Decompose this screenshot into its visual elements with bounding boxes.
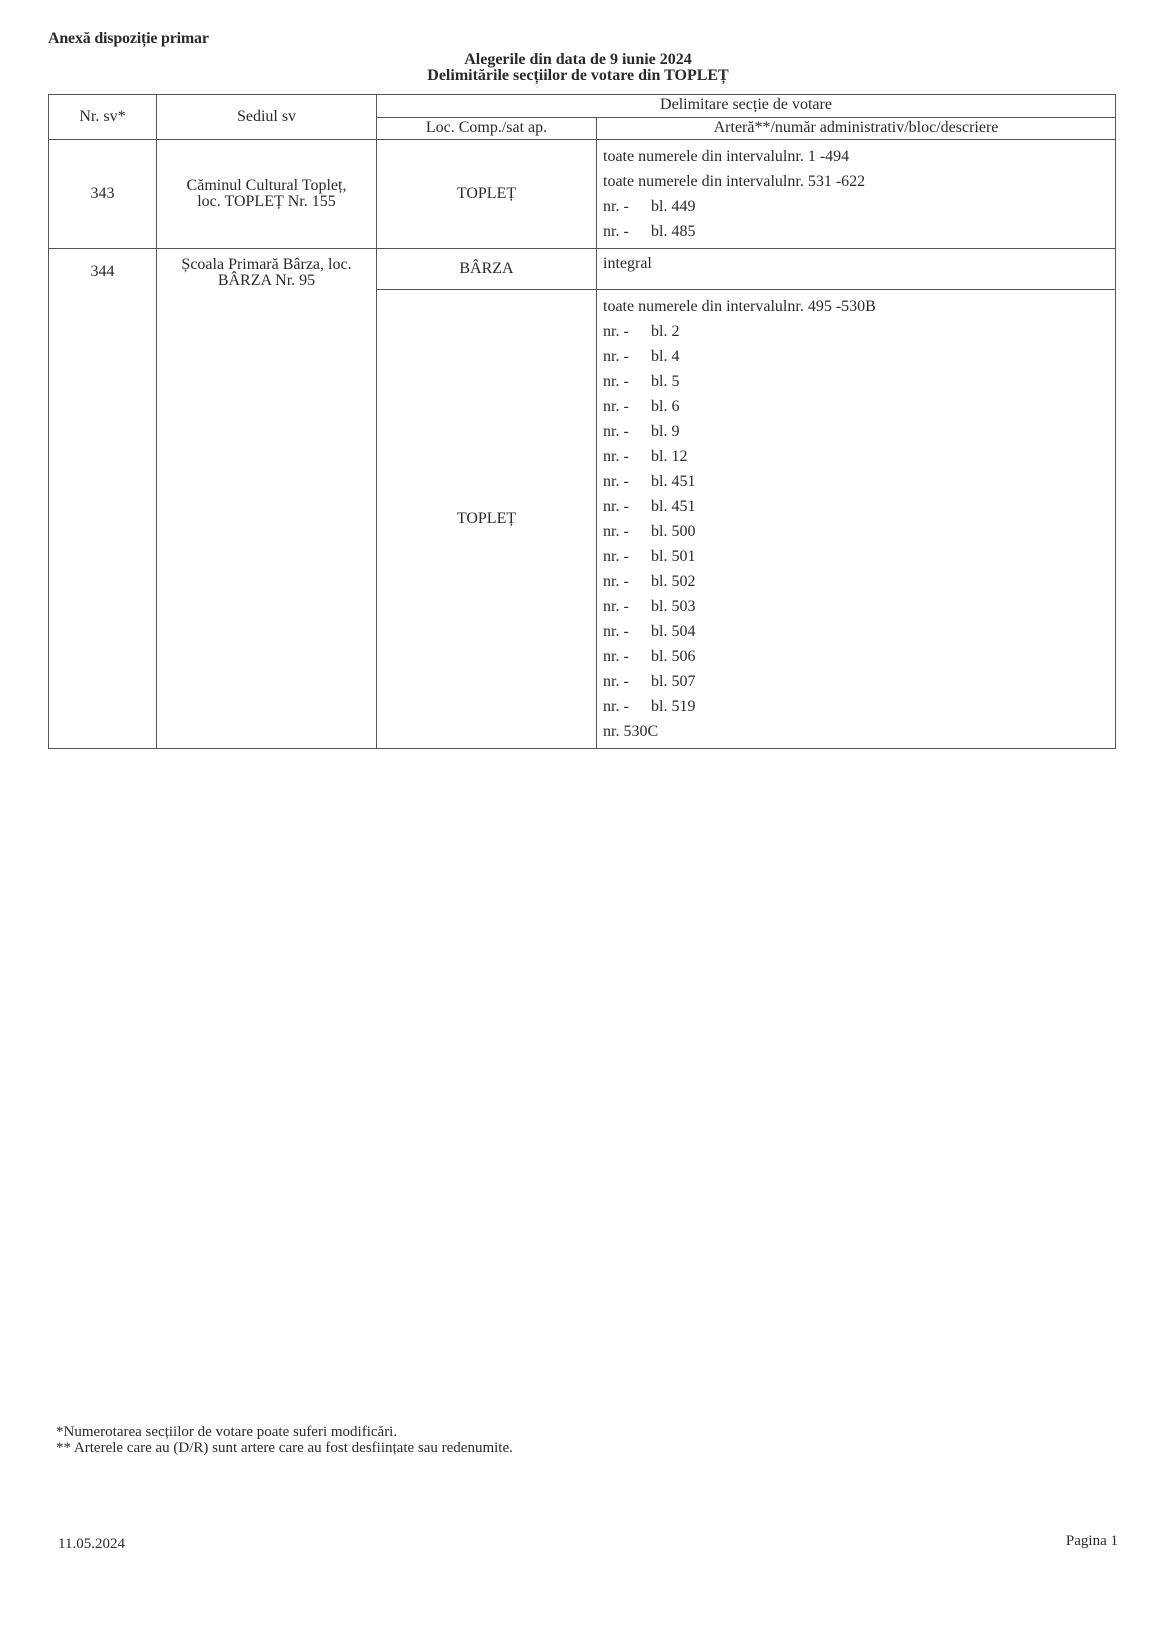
table-row — [49, 140, 1116, 249]
footnotes — [56, 1424, 513, 1456]
list-item — [603, 196, 1109, 221]
nr-label: nr. - — [603, 373, 629, 390]
list-item — [603, 571, 1109, 596]
list-item — [603, 371, 1109, 396]
artery-list — [597, 140, 1116, 249]
list-item — [603, 696, 1109, 721]
header-artera: Arteră**/număr administrativ/bloc/descriere — [597, 117, 1116, 140]
header-delimitare: Delimitare secție de votare — [377, 95, 1116, 118]
list-item — [603, 521, 1109, 546]
nr-label: nr. - — [603, 323, 629, 340]
nr-label: nr. - — [603, 398, 629, 415]
section-seat — [157, 249, 377, 749]
header-row-1 — [49, 95, 1116, 118]
header-sediul: Sediul sv — [157, 95, 377, 140]
footnote-numbering: *Numerotarea secțiilor de votare poate suferi modificări. — [56, 1424, 398, 1440]
list-item — [603, 671, 1109, 696]
bloc-label: bl. 449 — [651, 198, 696, 215]
list-item — [603, 321, 1109, 346]
bloc-label: bl. 503 — [651, 598, 696, 615]
header-loc: Loc. Comp./sat ap. — [377, 117, 597, 140]
nr-label: nr. - — [603, 623, 629, 640]
page-number: Pagina 1 — [1065, 1533, 1118, 1549]
annex-title: Anexă dispoziție primar — [48, 30, 209, 47]
seat-line: loc. TOPLEȚ Nr. 155 — [197, 193, 336, 210]
list-item: toate numerele din intervalulnr. 531 -622 — [603, 173, 866, 190]
locality-name: BÂRZA — [377, 249, 597, 290]
artery-list — [597, 290, 1116, 749]
footnote-arteries: ** Arterele care au (D/R) sunt artere care au fost desființate sau redenumite. — [56, 1440, 513, 1456]
list-item — [603, 421, 1109, 446]
delimitation-table — [48, 94, 1116, 749]
seat-line: Căminul Cultural Topleț, — [186, 177, 347, 194]
section-seat — [157, 140, 377, 249]
bloc-label: bl. 519 — [651, 698, 696, 715]
list-item: toate numerele din intervalulnr. 1 -494 — [603, 148, 850, 165]
nr-label: nr. - — [603, 423, 629, 440]
list-item — [603, 546, 1109, 571]
nr-label: nr. - — [603, 348, 629, 365]
nr-label: nr. - — [603, 223, 629, 240]
nr-label: nr. - — [603, 598, 629, 615]
list-item — [603, 471, 1109, 496]
seat-line: Școala Primară Bârza, loc. — [181, 256, 352, 273]
bloc-label: bl. 507 — [651, 673, 696, 690]
list-item — [603, 496, 1109, 521]
list-item: nr. 530C — [603, 723, 659, 740]
bloc-label: bl. 451 — [651, 473, 696, 490]
bloc-label: bl. 5 — [651, 373, 680, 390]
nr-label: nr. - — [603, 648, 629, 665]
list-item: toate numerele din intervalulnr. 495 -530B — [603, 298, 876, 315]
document-date: 11.05.2024 — [58, 1536, 125, 1552]
nr-label: nr. - — [603, 698, 629, 715]
list-item — [603, 221, 1109, 246]
title-line-1: Alegerile din data de 9 iunie 2024 — [464, 51, 692, 68]
section-nr: 343 — [49, 140, 157, 249]
nr-label: nr. - — [603, 673, 629, 690]
list-item — [603, 396, 1109, 421]
bloc-label: bl. 4 — [651, 348, 680, 365]
bloc-label: bl. 6 — [651, 398, 680, 415]
nr-label: nr. - — [603, 448, 629, 465]
nr-label: nr. - — [603, 523, 629, 540]
table-row — [49, 249, 1116, 290]
bloc-label: bl. 506 — [651, 648, 696, 665]
document-title — [0, 52, 1156, 84]
seat-line: BÂRZA Nr. 95 — [217, 272, 316, 289]
bloc-label: bl. 500 — [651, 523, 696, 540]
list-item — [603, 621, 1109, 646]
bloc-label: bl. 451 — [651, 498, 696, 515]
list-item: integral — [603, 255, 652, 272]
nr-label: nr. - — [603, 473, 629, 490]
title-line-2: Delimitările secțiilor de votare din TOPLEȚ — [427, 67, 729, 84]
locality-name: TOPLEȚ — [377, 140, 597, 249]
list-item — [603, 596, 1109, 621]
bloc-label: bl. 2 — [651, 323, 680, 340]
bloc-label: bl. 501 — [651, 548, 696, 565]
nr-label: nr. - — [603, 198, 629, 215]
bloc-label: bl. 485 — [651, 223, 696, 240]
list-item — [603, 646, 1109, 671]
list-item — [603, 446, 1109, 471]
nr-label: nr. - — [603, 548, 629, 565]
nr-label: nr. - — [603, 498, 629, 515]
locality-name: TOPLEȚ — [377, 290, 597, 749]
bloc-label: bl. 12 — [651, 448, 688, 465]
bloc-label: bl. 502 — [651, 573, 696, 590]
nr-label: nr. - — [603, 573, 629, 590]
artery-list — [597, 249, 1116, 290]
bloc-label: bl. 504 — [651, 623, 696, 640]
bloc-label: bl. 9 — [651, 423, 680, 440]
header-nr-sv: Nr. sv* — [49, 95, 157, 140]
list-item — [603, 346, 1109, 371]
section-nr: 344 — [49, 249, 157, 749]
